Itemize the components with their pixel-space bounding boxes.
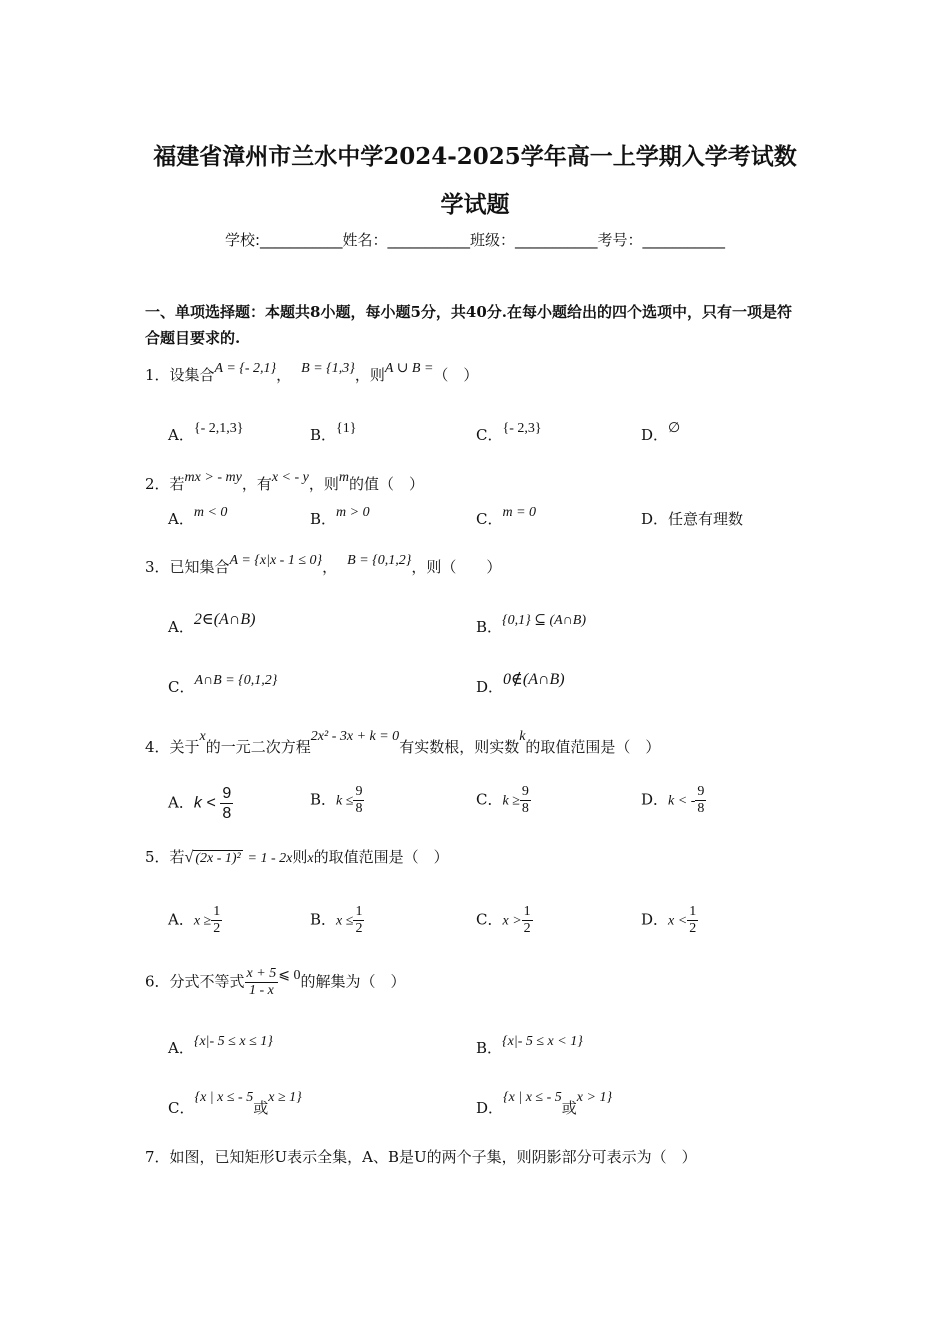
q5-option-a[interactable]: A．x ≥ $\frac{1}{2}$ [168,904,221,936]
section-heading: 一、单项选择题：本题共8小题，每小题5分，共40分.在每小题给出的四个选项中，只有一项是符合题目要求的. [145,303,792,347]
q4-option-b[interactable]: B．k ≤ $\frac{9}{8}$ [310,784,363,816]
question-3: 3．已知集合A = {x|x - 1 ≤ 0}， B = {0,1,2}，则（ ） [145,553,502,576]
q2-option-d[interactable]: D．任意有理数 [641,510,744,528]
q6-option-a[interactable]: A．{x|- 5 ≤ x ≤ 1} [168,1034,273,1057]
q1-option-a[interactable]: A．{- 2,1,3} [168,421,244,444]
question-6: 6．分式不等式 $\frac{x + 5}{1 - x}$ ⩽ 0的解集为（ ） [145,966,406,998]
q4-option-d[interactable]: D．k < - $\frac{9}{8}$ [641,784,705,816]
q4-option-c[interactable]: C．k ≥ $\frac{9}{8}$ [476,784,529,816]
q2-option-c[interactable]: C．m = 0 [476,505,537,528]
page-title-line2: 学试题 [440,191,510,218]
q5-option-b[interactable]: B．x ≤ $\frac{1}{2}$ [310,904,363,936]
q6-option-c[interactable]: C．{x | x ≤ - 5或x ≥ 1} [168,1090,302,1117]
q3-option-b[interactable]: B．{0,1} ⊆ (A∩B) [476,613,586,636]
page-title: 福建省漳州市兰水中学2024-2025学年高一上学期入学考试数 [153,143,797,170]
q2-option-b[interactable]: B．m > 0 [310,505,370,528]
question-2: 2．若mx > - my，有x < - y，则m的值（ ） [145,470,425,493]
q6-option-b[interactable]: B．{x|- 5 ≤ x < 1} [476,1034,583,1057]
q1-option-c[interactable]: C．{- 2,3} [476,421,542,444]
q2-option-a[interactable]: A．m < 0 [168,505,228,528]
q1-option-b[interactable]: B．{1} [310,421,357,444]
q3-option-d[interactable]: D．0∉(A∩B) [476,671,565,696]
q3-option-a[interactable]: A．2∈(A∩B) [168,611,256,636]
question-5: 5．若√ (2x - 1)² = 1 - 2x则x的取值范围是（ ） [145,848,449,866]
student-info-line: 学校:___________姓名：___________班级：___________考号：___________ [224,231,726,249]
q6-option-d[interactable]: D．{x | x ≤ - 5或x > 1} [476,1090,613,1117]
question-7: 7．如图，已知矩形U表示全集，A、B是U的两个子集，则阴影部分可表示为（ ） [145,1148,697,1166]
q5-option-d[interactable]: D．x < $\frac{1}{2}$ [641,904,697,936]
question-1: 1．设集合A = {- 2,1}， B = {1,3}，则A ∪ B =（ ） [145,361,479,384]
q5-option-c[interactable]: C．x > $\frac{1}{2}$ [476,904,531,936]
q4-option-a[interactable]: A．k < $\frac{9}{8}$ [168,785,232,822]
question-4: 4．关于x的一元二次方程2x² - 3x + k = 0有实数根，则实数k的取值范围是（ ） [145,729,661,756]
q1-option-d[interactable]: D．∅ [641,421,681,444]
q3-option-c[interactable]: C．A∩B = {0,1,2} [168,673,278,696]
